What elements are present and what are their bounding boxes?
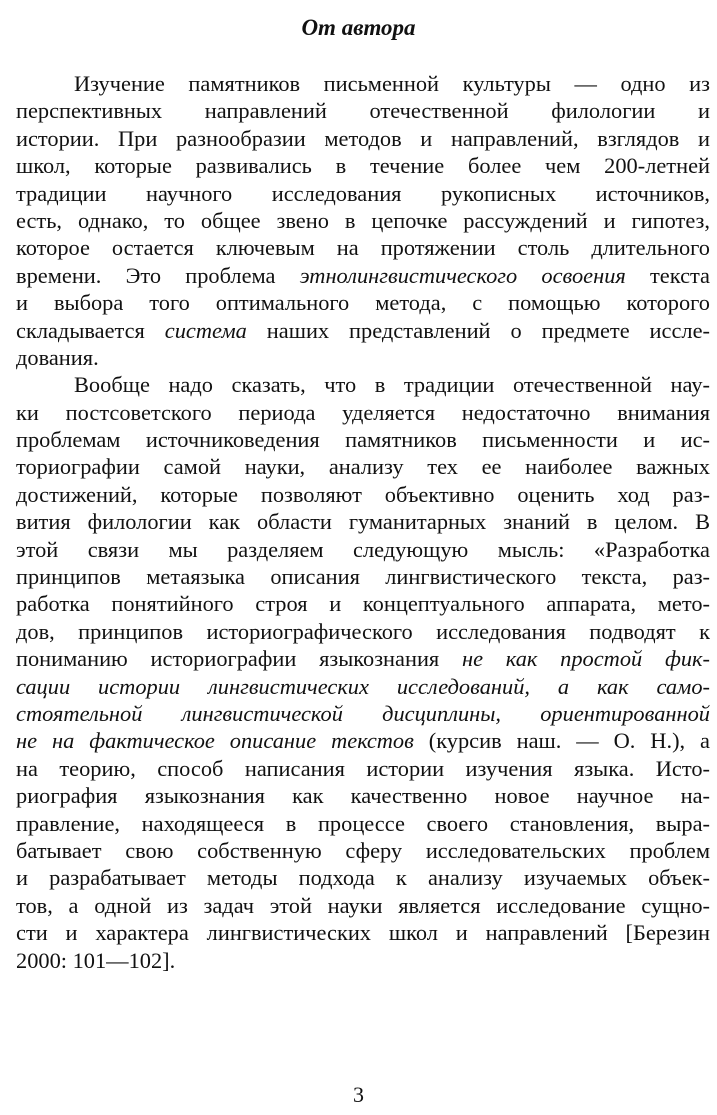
text-line <box>16 207 710 234</box>
italic-emphasis: система <box>164 317 247 343</box>
text-line <box>16 755 710 782</box>
text-line <box>16 892 710 919</box>
text-segment: достижений, которые позволяют объективно оценить ход раз- <box>16 481 710 507</box>
italic-emphasis: этнолингвистического освоения <box>299 262 626 288</box>
italic-emphasis: стоятельной лингвистической дисциплины, ориентированной <box>16 700 710 726</box>
text-segment: есть, однако, то общее звено в цепочке рассуждений и гипотез, <box>16 207 710 233</box>
text-line <box>16 97 710 124</box>
text-segment: складывается <box>16 317 165 343</box>
text-segment: времени. Это проблема <box>16 262 300 288</box>
text-segment: вития филологии как области гуманитарных знаний в целом. В <box>16 509 710 535</box>
text-segment: и выбора того оптимального метода, с помощью которого <box>16 290 710 316</box>
text-segment: принципов метаязыка описания лингвистического текста, раз- <box>16 564 710 590</box>
text-segment: (курсив наш. — О. Н.), а <box>413 728 710 754</box>
text-line <box>16 453 710 480</box>
text-line <box>16 289 710 316</box>
text-segment: наших представлений о предмете иссле- <box>246 317 710 343</box>
text-line <box>16 344 710 371</box>
text-segment: и разрабатывает методы подхода к анализу изучаемых объек- <box>16 865 710 891</box>
text-segment: батывает свою собственную сферу исследовательских проблем <box>16 837 710 863</box>
text-segment: 2000: 101—102]. <box>16 947 176 973</box>
text-segment: перспективных направлений отечественной филологии и <box>16 98 710 124</box>
text-line <box>16 782 710 809</box>
text-line <box>16 563 710 590</box>
text-segment: Вообще надо сказать, что в традиции отечественной нау- <box>74 372 710 398</box>
text-segment: дования. <box>16 344 99 370</box>
text-line <box>16 700 710 727</box>
text-line <box>16 864 710 891</box>
text-segment: Изучение памятников письменной культуры — одно из <box>74 71 710 96</box>
text-segment: традиции научного исследования рукописных источников, <box>16 180 710 206</box>
italic-emphasis: не на фактическое описание текстов <box>16 728 414 754</box>
body-text <box>16 70 710 974</box>
page-number: 3 <box>353 1082 364 1107</box>
text-segment: тов, а одной из задач этой науки является исследование сущно- <box>16 892 710 918</box>
paragraph <box>16 70 710 371</box>
text-segment: проблемам источниковедения памятников письменности и ис- <box>16 427 710 453</box>
text-line <box>16 481 710 508</box>
text-line <box>16 317 710 344</box>
italic-emphasis: не как простой фик- <box>461 646 710 672</box>
text-line <box>16 727 710 754</box>
text-line <box>16 262 710 289</box>
text-line <box>16 810 710 837</box>
text-segment: работка понятийного строя и концептуального аппарата, мето- <box>16 591 710 617</box>
text-segment: истории. При разнообразии методов и направлений, взглядов и <box>16 125 710 151</box>
page-heading: От автора <box>301 15 416 40</box>
text-line <box>16 673 710 700</box>
text-line <box>16 125 710 152</box>
text-segment: школ, которые развивались в течение более чем 200-летней <box>16 153 710 179</box>
text-line <box>16 837 710 864</box>
text-segment: ториографии самой науки, анализу тех ее наиболее важных <box>16 454 710 480</box>
text-line <box>16 234 710 261</box>
text-segment: правление, находящееся в процессе своего становления, выра- <box>16 810 710 836</box>
text-line <box>16 618 710 645</box>
text-segment: пониманию историографии языкознания <box>16 646 462 672</box>
text-segment: ки постсоветского периода уделяется недостаточно внимания <box>16 399 710 425</box>
text-segment: этой связи мы разделяем следующую мысль: «Разработка <box>16 536 710 562</box>
text-line <box>16 70 710 97</box>
text-line <box>16 590 710 617</box>
text-segment: на теорию, способ написания истории изучения языка. Исто- <box>16 755 710 781</box>
text-segment: риография языкознания как качественно новое научное на- <box>16 783 710 809</box>
text-line <box>16 536 710 563</box>
text-line <box>16 180 710 207</box>
text-line <box>16 426 710 453</box>
text-segment: текста <box>625 262 710 288</box>
text-line <box>16 508 710 535</box>
text-line <box>16 645 710 672</box>
text-line <box>16 919 710 946</box>
paragraph <box>16 371 710 974</box>
italic-emphasis: сации истории лингвистических исследований, а как само- <box>16 673 710 699</box>
text-line <box>16 371 710 398</box>
text-line <box>16 947 710 974</box>
text-segment: которое остается ключевым на протяжении столь длительного <box>16 235 710 261</box>
text-line <box>16 152 710 179</box>
text-line <box>16 399 710 426</box>
text-segment: сти и характера лингвистических школ и направлений [Березин <box>16 920 710 946</box>
text-segment: дов, принципов историографического исследования подводят к <box>16 618 710 644</box>
